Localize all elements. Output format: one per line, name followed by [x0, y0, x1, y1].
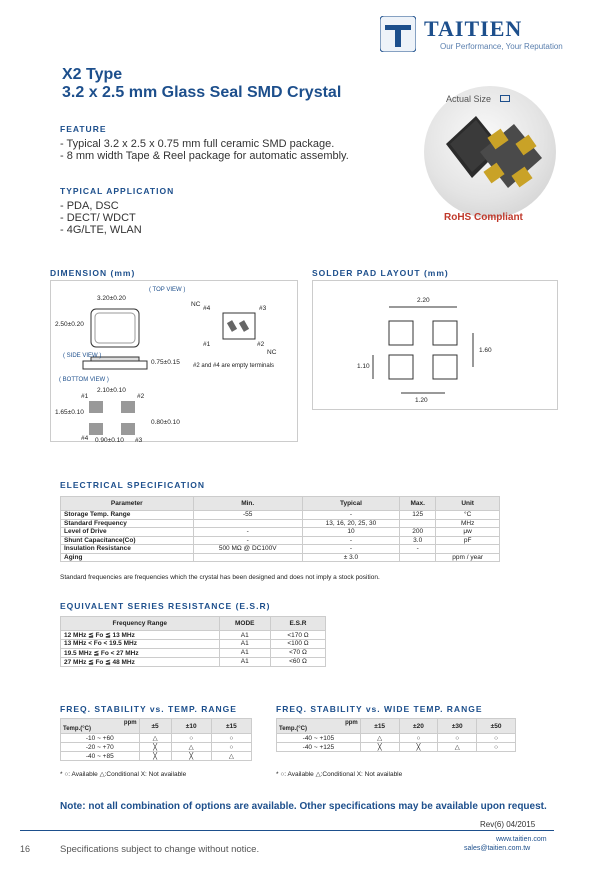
product-title: 3.2 x 2.5 mm Glass Seal SMD Crystal	[62, 84, 342, 101]
cell: △	[438, 743, 477, 752]
dim-075: 0.75±0.15	[151, 359, 180, 366]
cell: -	[193, 528, 302, 537]
table-row	[277, 743, 516, 752]
side-view-label: ( SIDE VIEW )	[63, 353, 102, 359]
table-row	[61, 545, 500, 554]
col-header: ±10	[171, 719, 211, 734]
cell: ○	[477, 734, 516, 743]
cell: 500 MΩ @ DC100V	[193, 545, 302, 554]
cell: △	[171, 743, 211, 752]
pin-2-bottom: #2	[137, 393, 145, 400]
cell: ╳	[139, 752, 171, 761]
cell: 13, 16, 20, 25, 30	[302, 519, 399, 528]
col-header: ±30	[438, 719, 477, 734]
solder-220: 2.20	[417, 297, 430, 304]
stability-table	[60, 718, 252, 761]
footer-divider	[20, 830, 554, 831]
table-header-row	[61, 497, 500, 511]
application-line: - DECT/ WDCT	[60, 212, 136, 224]
stability-heading: FREQ. STABILITY vs. TEMP. RANGE	[60, 704, 237, 714]
cell: A1	[219, 631, 270, 640]
availability-note: Note: not all combination of options are available. Other specifications may be available upon request.	[60, 801, 547, 812]
actual-size-photo	[424, 86, 556, 218]
cell: 3.0	[400, 536, 436, 545]
cell: ppm / year	[436, 553, 500, 562]
crystal-package-icon	[424, 86, 556, 218]
website-link[interactable]: www.taitien.com	[496, 836, 547, 843]
temp-label: Temp.(°C)	[279, 726, 307, 732]
cell: A1	[219, 648, 270, 657]
revision: Rev(6) 04/2015	[476, 820, 535, 829]
pin-3-bottom: #3	[135, 437, 143, 444]
table-row	[61, 648, 326, 657]
pin-1-bottom: #1	[81, 393, 89, 400]
brand-tagline: Our Performance, Your Reputation	[440, 42, 563, 51]
table-row	[61, 657, 326, 666]
application-heading: TYPICAL APPLICATION	[60, 186, 175, 196]
taitien-logo-icon	[380, 16, 416, 52]
col-header: ±20	[399, 719, 438, 734]
col-header: Min.	[193, 497, 302, 511]
cell: ╳	[171, 752, 211, 761]
nc-label-top: NC	[191, 301, 201, 308]
pin-4-bottom: #4	[81, 435, 89, 442]
cell: △	[360, 734, 399, 743]
feature-list	[60, 138, 349, 162]
esr-table	[60, 616, 326, 667]
dimension-heading: DIMENSION (mm)	[50, 268, 136, 278]
cell: 13 MHz < Fo < 19.5 MHz	[61, 640, 220, 649]
electrical-note: Standard frequencies are frequencies which the crystal has been designed and does not imply a stock position.	[60, 574, 380, 581]
cell: 125	[400, 511, 436, 520]
cell: -10 ~ +60	[61, 734, 140, 743]
electrical-table	[60, 496, 500, 562]
cell: A1	[219, 657, 270, 666]
col-header: ±15	[211, 719, 251, 734]
col-header: Frequency Range	[61, 617, 220, 631]
cell	[193, 519, 302, 528]
cell: ○	[211, 743, 251, 752]
table-row	[61, 553, 500, 562]
cell: pF	[436, 536, 500, 545]
cell: Standard Frequency	[61, 519, 194, 528]
col-header: Parameter	[61, 497, 194, 511]
ppm-label: ppm	[345, 720, 358, 726]
top-view-label: ( TOP VIEW )	[149, 287, 186, 293]
wide-stability-table	[276, 718, 516, 752]
cell: -	[302, 511, 399, 520]
dim-165: 1.65±0.10	[55, 409, 84, 416]
ppm-label: ppm	[123, 720, 137, 726]
brand-name: TAITIEN	[424, 16, 523, 41]
solder-svg	[313, 281, 559, 411]
cell: -40 ~ +85	[61, 752, 140, 761]
brand-header	[380, 12, 563, 52]
bottom-view-label: ( BOTTOM VIEW )	[59, 377, 109, 383]
electrical-heading: ELECTRICAL SPECIFICATION	[60, 480, 206, 490]
cell: Insulation Resistance	[61, 545, 194, 554]
cell	[400, 553, 436, 562]
cell: 12 MHz ≦ Fo ≦ 13 MHz	[61, 631, 220, 640]
footer-disclaimer: Specifications subject to change without notice.	[60, 844, 260, 855]
dim-210: 2.10±0.10	[97, 387, 126, 394]
application-line: - PDA, DSC	[60, 200, 119, 212]
cell: Storage Temp. Range	[61, 511, 194, 520]
col-header: ±5	[139, 719, 171, 734]
cell: ± 3.0	[302, 553, 399, 562]
cell: MHz	[436, 519, 500, 528]
temp-label: Temp.(°C)	[63, 726, 91, 732]
table-row	[61, 640, 326, 649]
table-row	[61, 743, 252, 752]
cell: A1	[219, 640, 270, 649]
solder-120: 1.20	[415, 397, 428, 404]
cell: μw	[436, 528, 500, 537]
dim-090: 0.90±0.10	[95, 437, 124, 444]
esr-heading: EQUIVALENT SERIES RESISTANCE (E.S.R)	[60, 601, 271, 611]
email-link[interactable]: sales@taitien.com.tw	[464, 845, 531, 852]
table-row	[61, 511, 500, 520]
page-number: 16	[20, 844, 31, 854]
solder-160: 1.60	[479, 347, 492, 354]
col-header: ±15	[360, 719, 399, 734]
col-header: ±50	[477, 719, 516, 734]
cell: °C	[436, 511, 500, 520]
table-row	[61, 528, 500, 537]
cell: 19.5 MHz ≦ Fo < 27 MHz	[61, 648, 220, 657]
col-header: Unit	[436, 497, 500, 511]
pin-2-top: #2	[257, 341, 265, 348]
cell	[436, 545, 500, 554]
cell: 10	[302, 528, 399, 537]
cell: ╳	[399, 743, 438, 752]
nc-label-bottom: NC	[267, 349, 277, 356]
table-row	[61, 536, 500, 545]
col-header: E.S.R	[271, 617, 326, 631]
col-header: MODE	[219, 617, 270, 631]
cell: ○	[399, 734, 438, 743]
feature-line: - 8 mm width Tape & Reel package for automatic assembly.	[60, 150, 349, 162]
col-header: Max.	[400, 497, 436, 511]
cell: ╳	[139, 743, 171, 752]
rohs-badge: RoHS Compliant	[444, 212, 523, 223]
pin-3-top: #3	[259, 305, 267, 312]
cell: △	[139, 734, 171, 743]
application-list	[60, 200, 142, 236]
cell	[193, 553, 302, 562]
cell: -	[302, 545, 399, 554]
table-row	[61, 734, 252, 743]
application-line: - 4G/LTE, WLAN	[60, 224, 142, 236]
table-row	[61, 519, 500, 528]
cell: ○	[477, 743, 516, 752]
cell: △	[211, 752, 251, 761]
cell: ╳	[360, 743, 399, 752]
cell: <60 Ω	[271, 657, 326, 666]
pin-1-top: #1	[203, 341, 211, 348]
cell: Aging	[61, 553, 194, 562]
empty-terminal-note: #2 and #4 are empty terminals	[193, 363, 275, 369]
cell: -55	[193, 511, 302, 520]
cell: -	[400, 545, 436, 554]
pin-4-top: #4	[203, 305, 211, 312]
dim-080: 0.80±0.10	[151, 419, 180, 426]
cell: 27 MHz ≦ Fo ≦ 48 MHz	[61, 657, 220, 666]
solder-110: 1.10	[357, 363, 370, 370]
cell: <170 Ω	[271, 631, 326, 640]
dim-250: 2.50±0.20	[55, 321, 84, 328]
product-type: X2 Type	[62, 66, 123, 83]
cell	[400, 519, 436, 528]
table-header-row	[61, 617, 326, 631]
actual-size-label: Actual Size	[446, 94, 492, 104]
feature-line: - Typical 3.2 x 2.5 x 0.75 mm full ceramic SMD package.	[60, 138, 335, 150]
dimension-drawing	[50, 280, 298, 442]
solder-drawing	[312, 280, 558, 410]
cell: 200	[400, 528, 436, 537]
cell: ○	[171, 734, 211, 743]
cell: -40 ~ +125	[277, 743, 361, 752]
cell: ○	[211, 734, 251, 743]
cell: -40 ~ +105	[277, 734, 361, 743]
cell: <70 Ω	[271, 648, 326, 657]
table-row	[277, 734, 516, 743]
ppm-temp-header	[61, 719, 140, 734]
wide-stability-heading: FREQ. STABILITY vs. WIDE TEMP. RANGE	[276, 704, 483, 714]
table-row	[61, 631, 326, 640]
table-row	[61, 752, 252, 761]
cell: -	[193, 536, 302, 545]
table-header-row	[277, 719, 516, 734]
cell: ○	[438, 734, 477, 743]
solder-heading: SOLDER PAD LAYOUT (mm)	[312, 268, 449, 278]
feature-heading: FEATURE	[60, 124, 107, 134]
cell: Shunt Capacitance(Co)	[61, 536, 194, 545]
cell: <100 Ω	[271, 640, 326, 649]
ppm-temp-header	[277, 719, 361, 734]
cell: -	[302, 536, 399, 545]
table-header-row	[61, 719, 252, 734]
cell: Level of Drive	[61, 528, 194, 537]
col-header: Typical	[302, 497, 399, 511]
dim-320: 3.20±0.20	[97, 295, 126, 302]
wide-stability-legend: * ○: Available △:Conditional X: Not available	[276, 771, 403, 778]
cell: -20 ~ +70	[61, 743, 140, 752]
stability-legend: * ○: Available △:Conditional X: Not available	[60, 771, 187, 778]
